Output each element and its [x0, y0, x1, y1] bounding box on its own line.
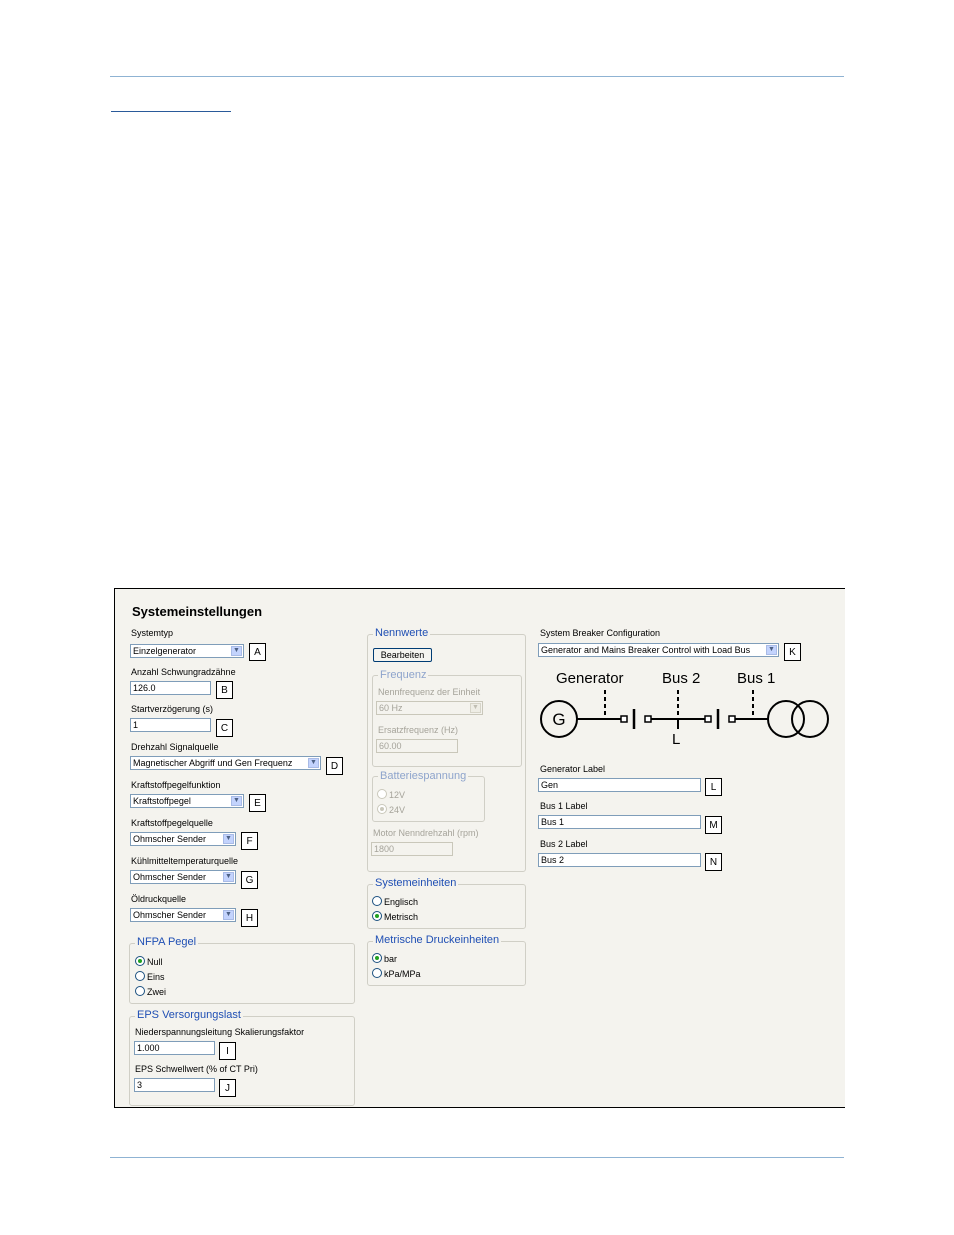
drehzahl-value: Magnetischer Abgriff und Gen Frequenz: [133, 758, 293, 768]
radio-label: Englisch: [384, 897, 419, 907]
motor-label: Motor Nenndrehzahl (rpm): [373, 828, 479, 838]
schwungrad-input[interactable]: 126.0: [130, 681, 211, 695]
druck-option-bar[interactable]: [372, 953, 397, 964]
nfpa-title: NFPA Pegel: [137, 936, 197, 948]
eps-thresh-input[interactable]: 3: [134, 1078, 215, 1092]
frequenz-title: Frequenz: [380, 669, 427, 681]
eps-thresh-label: EPS Schwellwert (% of CT Pri): [135, 1064, 258, 1074]
breaker-label: System Breaker Configuration: [540, 628, 661, 638]
bus2-label-input[interactable]: Bus 2: [538, 853, 701, 867]
eps-title: EPS Versorgungslast: [137, 1009, 241, 1021]
chevron-down-icon[interactable]: ▼: [231, 646, 242, 656]
kraftstoff-q-value: Ohmscher Sender: [133, 834, 207, 844]
radio-label: bar: [384, 954, 398, 964]
gen-label-label: Generator Label: [540, 764, 606, 774]
drehzahl-select[interactable]: [130, 756, 321, 770]
settings-screenshot: [114, 588, 845, 1108]
startverz-input[interactable]: 1: [130, 718, 211, 732]
diagram-bus1-label: Bus 1: [737, 670, 776, 687]
radio-label: 12V: [389, 790, 406, 800]
motor-input[interactable]: 1800: [371, 842, 453, 856]
radio-selected-icon: [377, 804, 387, 814]
kraftstoff-fn-select[interactable]: [130, 794, 244, 808]
nennfreq-select[interactable]: [376, 701, 483, 715]
callout-i: I: [219, 1042, 236, 1060]
bus1-label-label: Bus 1 Label: [540, 801, 588, 811]
bus1-label-input[interactable]: Bus 1: [538, 815, 701, 829]
systemeinheiten-title: Systemeinheiten: [375, 877, 457, 889]
footer-rule: [110, 1157, 844, 1158]
callout-b: B: [216, 681, 233, 699]
kuehl-label: Kühlmitteltemperaturquelle: [131, 856, 239, 866]
bearbeiten-button[interactable]: Bearbeiten: [373, 648, 432, 662]
radio-selected-icon: [135, 956, 145, 966]
callout-j: J: [219, 1079, 236, 1097]
radio-icon: [377, 789, 387, 799]
radio-icon: [135, 971, 145, 981]
callout-l: L: [705, 778, 722, 796]
schwungrad-label: Anzahl Schwungradzähne: [131, 667, 236, 677]
callout-k: K: [784, 643, 801, 661]
radio-icon: [372, 896, 382, 906]
chevron-down-icon[interactable]: ▼: [308, 758, 319, 768]
kuehl-select[interactable]: [130, 870, 236, 884]
startverz-label: Startverzögerung (s): [131, 704, 214, 714]
oel-select[interactable]: [130, 908, 236, 922]
callout-h: H: [241, 909, 258, 927]
nennfreq-value: 60 Hz: [379, 703, 403, 713]
callout-m: M: [705, 816, 722, 834]
batterie-title: Batteriespannung: [380, 770, 467, 782]
diagram-generator-label: Generator: [556, 670, 624, 687]
batt-option-12v[interactable]: [377, 789, 405, 800]
chevron-down-icon[interactable]: ▼: [231, 796, 242, 806]
transformer-symbol: [768, 701, 804, 737]
eps-scale-label: Niederspannungsleitung Skalierungsfaktor: [135, 1027, 305, 1037]
eps-scale-input[interactable]: 1.000: [134, 1041, 215, 1055]
druck-option-kpa[interactable]: [372, 968, 421, 979]
ersatz-input[interactable]: 60.00: [376, 739, 458, 753]
callout-e: E: [249, 794, 266, 812]
nfpa-option-null[interactable]: [135, 956, 163, 967]
batt-option-24v[interactable]: [377, 804, 405, 815]
systemtyp-value: Einzelgenerator: [133, 646, 197, 656]
radio-label: Eins: [147, 972, 165, 982]
kraftstoff-q-select[interactable]: [130, 832, 236, 846]
diagram-bus2-label: Bus 2: [662, 670, 701, 687]
systemtyp-select[interactable]: [130, 644, 244, 658]
ersatz-label: Ersatzfrequenz (Hz): [378, 725, 459, 735]
radio-label: kPa/MPa: [384, 969, 421, 979]
kraftstoff-fn-value: Kraftstoffpegel: [133, 796, 191, 806]
nfpa-option-zwei[interactable]: [135, 986, 166, 997]
header-rule: [110, 76, 844, 77]
bus2-label-label: Bus 2 Label: [540, 839, 588, 849]
gen-label-input[interactable]: Gen: [538, 778, 701, 792]
kraftstoff-q-label: Kraftstoffpegelquelle: [131, 818, 213, 828]
oel-value: Ohmscher Sender: [133, 910, 207, 920]
kuehl-value: Ohmscher Sender: [133, 872, 207, 882]
radio-icon: [135, 986, 145, 996]
radio-icon: [372, 968, 382, 978]
callout-c: C: [216, 719, 233, 737]
callout-g: G: [241, 871, 258, 889]
drehzahl-label: Drehzahl Signalquelle: [131, 742, 219, 752]
callout-n: N: [705, 853, 722, 871]
callout-f: F: [241, 832, 258, 850]
breaker-diagram: [535, 663, 835, 759]
callout-a: A: [249, 643, 266, 661]
druck-title: Metrische Druckeinheiten: [375, 934, 500, 946]
oel-label: Öldruckquelle: [131, 894, 187, 904]
einheiten-option-englisch[interactable]: [372, 896, 418, 907]
diagram-load-label: L: [672, 731, 681, 748]
chevron-down-icon[interactable]: ▼: [223, 872, 234, 882]
chevron-down-icon[interactable]: ▼: [766, 645, 777, 655]
systemtyp-label: Systemtyp: [131, 628, 174, 638]
callout-d: D: [326, 757, 343, 775]
nfpa-option-eins[interactable]: [135, 971, 165, 982]
kraftstoff-fn-label: Kraftstoffpegelfunktion: [131, 780, 221, 790]
chevron-down-icon[interactable]: ▼: [223, 834, 234, 844]
panel-title: Systemeinstellungen: [132, 604, 263, 619]
chevron-down-icon[interactable]: ▼: [470, 703, 481, 713]
chevron-down-icon[interactable]: ▼: [223, 910, 234, 920]
radio-selected-icon: [372, 911, 382, 921]
nennfreq-label: Nennfrequenz der Einheit: [378, 687, 481, 697]
breaker-value: Generator and Mains Breaker Control with Load Bus: [541, 645, 751, 655]
generator-symbol-letter: G: [552, 710, 566, 729]
radio-label: Null: [147, 957, 163, 967]
radio-label: Metrisch: [384, 912, 419, 922]
header-link-underline: [111, 111, 231, 112]
radio-label: 24V: [389, 805, 406, 815]
nennwerte-title: Nennwerte: [375, 627, 429, 639]
breaker-select[interactable]: [538, 643, 779, 657]
radio-selected-icon: [372, 953, 382, 963]
radio-label: Zwei: [147, 987, 167, 997]
einheiten-option-metrisch[interactable]: [372, 911, 418, 922]
